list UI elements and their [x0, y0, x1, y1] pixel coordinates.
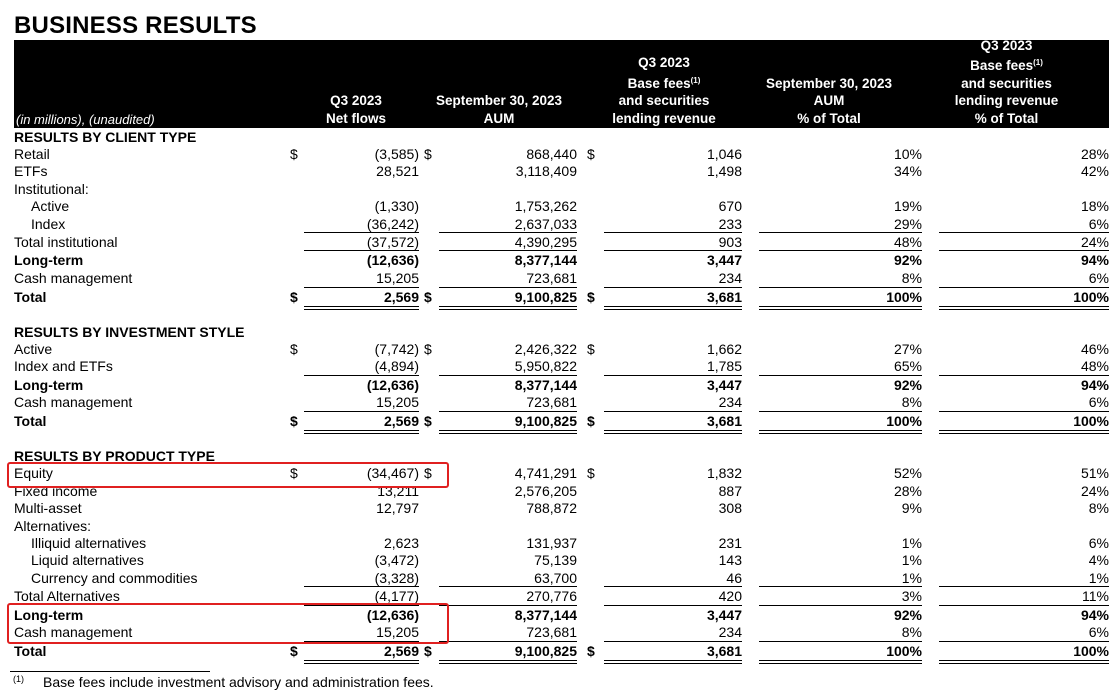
row-label: Total — [14, 289, 47, 305]
currency-sign: $ — [424, 643, 432, 659]
aum-pct-value: 28% — [893, 483, 922, 499]
row-label: Institutional: — [14, 181, 89, 197]
rule-line — [759, 605, 922, 606]
net-flows-value: (4,894) — [374, 358, 419, 374]
rule-line — [939, 250, 1109, 251]
base-fees-value: 231 — [718, 535, 742, 551]
rule-line — [439, 375, 577, 376]
rule-line — [604, 605, 742, 606]
base-fees-value: 3,447 — [706, 252, 742, 268]
rule-line — [439, 605, 577, 606]
footnote-ref: (1) — [1033, 58, 1043, 67]
net-flows-value: (36,242) — [366, 216, 419, 232]
rule-line — [759, 287, 922, 288]
aum-value: 8,377,144 — [514, 607, 577, 623]
rule-line — [304, 232, 419, 233]
aum-pct-value: 92% — [893, 377, 922, 393]
rule-line — [439, 411, 577, 412]
row-label: Long-term — [14, 607, 84, 623]
net-flows-value: (4,177) — [374, 588, 419, 604]
aum-pct-value: 3% — [901, 588, 922, 604]
base-fees-value: 3,681 — [706, 413, 742, 429]
base-fees-value: 1,832 — [706, 465, 742, 481]
base-fees-value: 420 — [718, 588, 742, 604]
double-rule — [304, 306, 419, 310]
net-flows-value: (12,636) — [366, 377, 419, 393]
aum-value: 723,681 — [526, 624, 577, 640]
aum-pct-value: 1% — [901, 535, 922, 551]
rule-line — [304, 250, 419, 251]
currency-sign: $ — [290, 465, 298, 481]
base-fees-value: 143 — [718, 552, 742, 568]
fees-pct-value: 11% — [1082, 588, 1109, 604]
base-fees-value: 670 — [718, 198, 742, 214]
rule-line — [759, 375, 922, 376]
base-fees-value: 1,498 — [706, 163, 742, 179]
aum-pct-value: 8% — [901, 394, 922, 410]
aum-pct-value: 8% — [901, 270, 922, 286]
fees-pct-value: 48% — [1080, 358, 1109, 374]
row-label: Alternatives: — [14, 518, 92, 534]
base-fees-value: 234 — [718, 270, 742, 286]
rule-line — [604, 232, 742, 233]
net-flows-value: 2,569 — [383, 643, 419, 659]
table-row — [14, 376, 1109, 394]
rule-line — [604, 586, 742, 587]
section-title: RESULTS BY INVESTMENT STYLE — [14, 324, 245, 340]
aum-pct-value: 34% — [893, 163, 922, 179]
base-fees-value: 308 — [718, 500, 742, 516]
net-flows-value: (12,636) — [366, 252, 419, 268]
base-fees-value: 903 — [718, 234, 742, 250]
footnote-ref: (1) — [690, 75, 701, 85]
row-label: Total — [14, 413, 47, 429]
aum-value: 9,100,825 — [514, 289, 577, 305]
aum-value: 723,681 — [526, 270, 577, 286]
rule-line — [604, 375, 742, 376]
table-row — [14, 162, 1109, 180]
double-rule — [759, 306, 922, 310]
row-label: Index — [31, 216, 66, 232]
rule-line — [304, 375, 419, 376]
currency-sign: $ — [290, 146, 298, 162]
aum-value: 788,872 — [526, 500, 577, 516]
currency-sign: $ — [587, 289, 595, 305]
table-row — [14, 215, 1109, 233]
aum-pct-value: 8% — [901, 624, 922, 640]
fees-pct-value: 6% — [1088, 216, 1109, 232]
rule-line — [939, 375, 1109, 376]
header-net-flows: Q3 2023 Net flows — [325, 93, 386, 126]
base-fees-value: 46 — [726, 570, 742, 586]
aum-pct-value: 52% — [893, 465, 922, 481]
aum-value: 4,390,295 — [514, 234, 577, 250]
aum-value: 723,681 — [526, 394, 577, 410]
rule-line — [439, 586, 577, 587]
header-aum: September 30, 2023 AUM — [435, 93, 563, 126]
aum-pct-value: 100% — [886, 643, 922, 659]
highlight-box — [7, 603, 449, 644]
fees-pct-value: 4% — [1088, 552, 1109, 568]
aum-pct-value: 1% — [901, 552, 922, 568]
row-label: Active — [31, 198, 70, 214]
double-rule — [439, 306, 577, 310]
rule-line — [604, 411, 742, 412]
row-label: Active — [14, 341, 53, 357]
rule-line — [939, 411, 1109, 412]
double-rule — [604, 660, 742, 664]
base-fees-value: 3,447 — [706, 377, 742, 393]
table-header — [14, 37, 1109, 128]
aum-value: 5,950,822 — [514, 358, 577, 374]
section-title-row — [14, 128, 1109, 146]
aum-pct-value: 19% — [893, 198, 922, 214]
currency-sign: $ — [587, 465, 595, 481]
aum-pct-value: 92% — [893, 252, 922, 268]
base-fees-value: 234 — [718, 394, 742, 410]
fees-pct-value: 100% — [1073, 413, 1109, 429]
double-rule — [304, 430, 419, 434]
page-title: BUSINESS RESULTS — [14, 12, 257, 39]
double-rule — [939, 660, 1109, 664]
net-flows-value: 2,569 — [383, 413, 419, 429]
net-flows-value: 2,623 — [383, 535, 419, 551]
currency-sign: $ — [290, 643, 298, 659]
aum-value: 868,440 — [526, 146, 577, 162]
fees-pct-value: 94% — [1080, 607, 1109, 623]
fees-pct-value: 18% — [1080, 198, 1109, 214]
rule-line — [304, 411, 419, 412]
aum-pct-value: 92% — [893, 607, 922, 623]
double-rule — [439, 660, 577, 664]
net-flows-value: (7,742) — [374, 341, 419, 357]
fees-pct-value: 1% — [1088, 570, 1109, 586]
row-label: Long-term — [14, 252, 84, 268]
net-flows-value: 15,205 — [376, 624, 419, 640]
double-rule — [604, 430, 742, 434]
row-label: Equity — [14, 465, 53, 481]
row-label: Cash management — [14, 270, 133, 286]
table-row — [14, 412, 1109, 430]
table-row — [14, 233, 1109, 251]
net-flows-value: 12,797 — [376, 500, 419, 516]
units-note: (in millions), (unaudited) — [16, 112, 155, 127]
fees-pct-value: 46% — [1080, 341, 1109, 357]
double-rule — [304, 660, 419, 664]
aum-value: 2,576,205 — [514, 483, 577, 499]
aum-value: 9,100,825 — [514, 643, 577, 659]
table-row — [14, 340, 1109, 358]
table-row — [14, 517, 1109, 535]
base-fees-value: 1,662 — [706, 341, 742, 357]
rule-line — [439, 232, 577, 233]
table-row — [14, 269, 1109, 287]
currency-sign: $ — [587, 341, 595, 357]
aum-pct-value: 48% — [893, 234, 922, 250]
aum-value: 9,100,825 — [514, 413, 577, 429]
aum-pct-value: 65% — [893, 358, 922, 374]
fees-pct-value: 42% — [1080, 163, 1109, 179]
aum-value: 63,700 — [534, 570, 577, 586]
fees-pct-value: 28% — [1080, 146, 1109, 162]
section-title: RESULTS BY PRODUCT TYPE — [14, 448, 215, 464]
net-flows-value: (3,328) — [374, 570, 419, 586]
rule-line — [939, 605, 1109, 606]
net-flows-value: 15,205 — [376, 394, 419, 410]
currency-sign: $ — [424, 465, 432, 481]
currency-sign: $ — [290, 289, 298, 305]
net-flows-value: 28,521 — [376, 163, 419, 179]
header-base-fees: Q3 2023 Base fees$^{(1)}$ and securities lending revenue — [612, 55, 716, 126]
fees-pct-value: 8% — [1088, 500, 1109, 516]
row-label: Liquid alternatives — [31, 552, 144, 568]
fees-pct-value: 100% — [1073, 643, 1109, 659]
fees-pct-value: 24% — [1080, 483, 1109, 499]
table-row — [14, 288, 1109, 306]
fees-pct-value: 6% — [1088, 535, 1109, 551]
net-flows-value: 2,569 — [383, 289, 419, 305]
currency-sign: $ — [424, 289, 432, 305]
rule-line — [939, 641, 1109, 642]
currency-sign: $ — [424, 413, 432, 429]
rule-line — [604, 287, 742, 288]
base-fees-value: 234 — [718, 624, 742, 640]
aum-value: 2,426,322 — [514, 341, 577, 357]
rule-line — [304, 586, 419, 587]
fees-pct-value: 6% — [1088, 394, 1109, 410]
highlight-box — [7, 462, 449, 488]
row-label: ETFs — [14, 163, 48, 179]
row-label: Currency and commodities — [31, 570, 198, 586]
aum-value: 8,377,144 — [514, 252, 577, 268]
currency-sign: $ — [424, 341, 432, 357]
rule-line — [439, 250, 577, 251]
section-title: RESULTS BY CLIENT TYPE — [14, 129, 197, 145]
footnote-text: Base fees include investment advisory and administration fees. — [43, 674, 434, 690]
double-rule — [759, 660, 922, 664]
currency-sign: $ — [587, 413, 595, 429]
header-base-fees-pct: Q3 2023 Base fees$^{(1)}$ and securities lending revenue % of Total — [954, 37, 1059, 126]
rule-line — [759, 411, 922, 412]
double-rule — [759, 430, 922, 434]
rule-line — [759, 250, 922, 251]
rule-line — [604, 250, 742, 251]
aum-value: 1,753,262 — [514, 198, 577, 214]
net-flows-value: (34,467) — [366, 465, 419, 481]
base-fees-value: 3,681 — [706, 643, 742, 659]
section-title-row — [14, 323, 1109, 341]
aum-pct-value: 10% — [893, 146, 922, 162]
row-label: Cash management — [14, 624, 133, 640]
fees-pct-value: 100% — [1073, 289, 1109, 305]
rule-line — [439, 641, 577, 642]
aum-pct-value: 100% — [886, 289, 922, 305]
aum-pct-value: 29% — [893, 216, 922, 232]
table-row — [14, 357, 1109, 375]
currency-sign: $ — [290, 413, 298, 429]
table-row — [14, 569, 1109, 587]
table-row — [14, 642, 1109, 660]
fees-pct-value: 94% — [1080, 377, 1109, 393]
base-fees-value: 887 — [718, 483, 742, 499]
row-label: Cash management — [14, 394, 133, 410]
base-fees-value: 3,681 — [706, 289, 742, 305]
fees-pct-value: 24% — [1080, 234, 1109, 250]
rule-line — [304, 287, 419, 288]
row-label: Illiquid alternatives — [31, 535, 147, 551]
net-flows-value: 15,205 — [376, 270, 419, 286]
aum-value: 131,937 — [526, 535, 577, 551]
aum-value: 270,776 — [526, 588, 577, 604]
double-rule — [939, 306, 1109, 310]
rule-line — [939, 586, 1109, 587]
aum-value: 2,637,033 — [514, 216, 577, 232]
net-flows-value: (1,330) — [374, 198, 419, 214]
rule-line — [439, 287, 577, 288]
footnote-marker: (1) — [13, 674, 24, 684]
table-row — [14, 499, 1109, 517]
currency-sign: $ — [587, 146, 595, 162]
aum-pct-value: 1% — [901, 570, 922, 586]
base-fees-value: 3,447 — [706, 607, 742, 623]
table-row — [14, 145, 1109, 163]
table-row — [14, 180, 1109, 198]
double-rule — [604, 306, 742, 310]
net-flows-value: (3,585) — [374, 146, 419, 162]
aum-value: 75,139 — [534, 552, 577, 568]
table-row — [14, 393, 1109, 411]
rule-line — [759, 641, 922, 642]
footnote-divider — [10, 671, 210, 672]
aum-pct-value: 9% — [901, 500, 922, 516]
rule-line — [939, 232, 1109, 233]
currency-sign: $ — [424, 146, 432, 162]
aum-pct-value: 100% — [886, 413, 922, 429]
fees-pct-value: 94% — [1080, 252, 1109, 268]
rule-line — [604, 641, 742, 642]
table-row — [14, 197, 1109, 215]
header-aum-pct: September 30, 2023 AUM % of Total — [765, 75, 893, 126]
row-label: Long-term — [14, 377, 84, 393]
rule-line — [759, 232, 922, 233]
currency-sign: $ — [290, 341, 298, 357]
row-label: Index and ETFs — [14, 358, 113, 374]
double-rule — [439, 430, 577, 434]
currency-sign: $ — [587, 643, 595, 659]
aum-pct-value: 27% — [893, 341, 922, 357]
row-label: Total — [14, 643, 47, 659]
fees-pct-value: 6% — [1088, 270, 1109, 286]
aum-value: 3,118,409 — [515, 163, 577, 179]
rule-line — [939, 287, 1109, 288]
row-label: Fixed income — [14, 483, 98, 499]
base-fees-value: 233 — [718, 216, 742, 232]
fees-pct-value: 51% — [1080, 465, 1109, 481]
net-flows-value: (37,572) — [366, 234, 419, 250]
net-flows-value: (12,636) — [366, 607, 419, 623]
aum-value: 8,377,144 — [514, 377, 577, 393]
row-label: Total institutional — [14, 234, 118, 250]
table-row — [14, 251, 1109, 269]
net-flows-value: (3,472) — [374, 552, 419, 568]
row-label: Total Alternatives — [14, 588, 120, 604]
table-row — [14, 534, 1109, 552]
row-label: Multi-asset — [14, 500, 82, 516]
base-fees-value: 1,785 — [706, 358, 742, 374]
net-flows-value: 13,211 — [377, 483, 419, 499]
base-fees-value: 1,046 — [706, 146, 742, 162]
rule-line — [759, 586, 922, 587]
aum-value: 4,741,291 — [514, 465, 577, 481]
table-row — [14, 551, 1109, 569]
row-label: Retail — [14, 146, 50, 162]
double-rule — [939, 430, 1109, 434]
fees-pct-value: 6% — [1088, 624, 1109, 640]
